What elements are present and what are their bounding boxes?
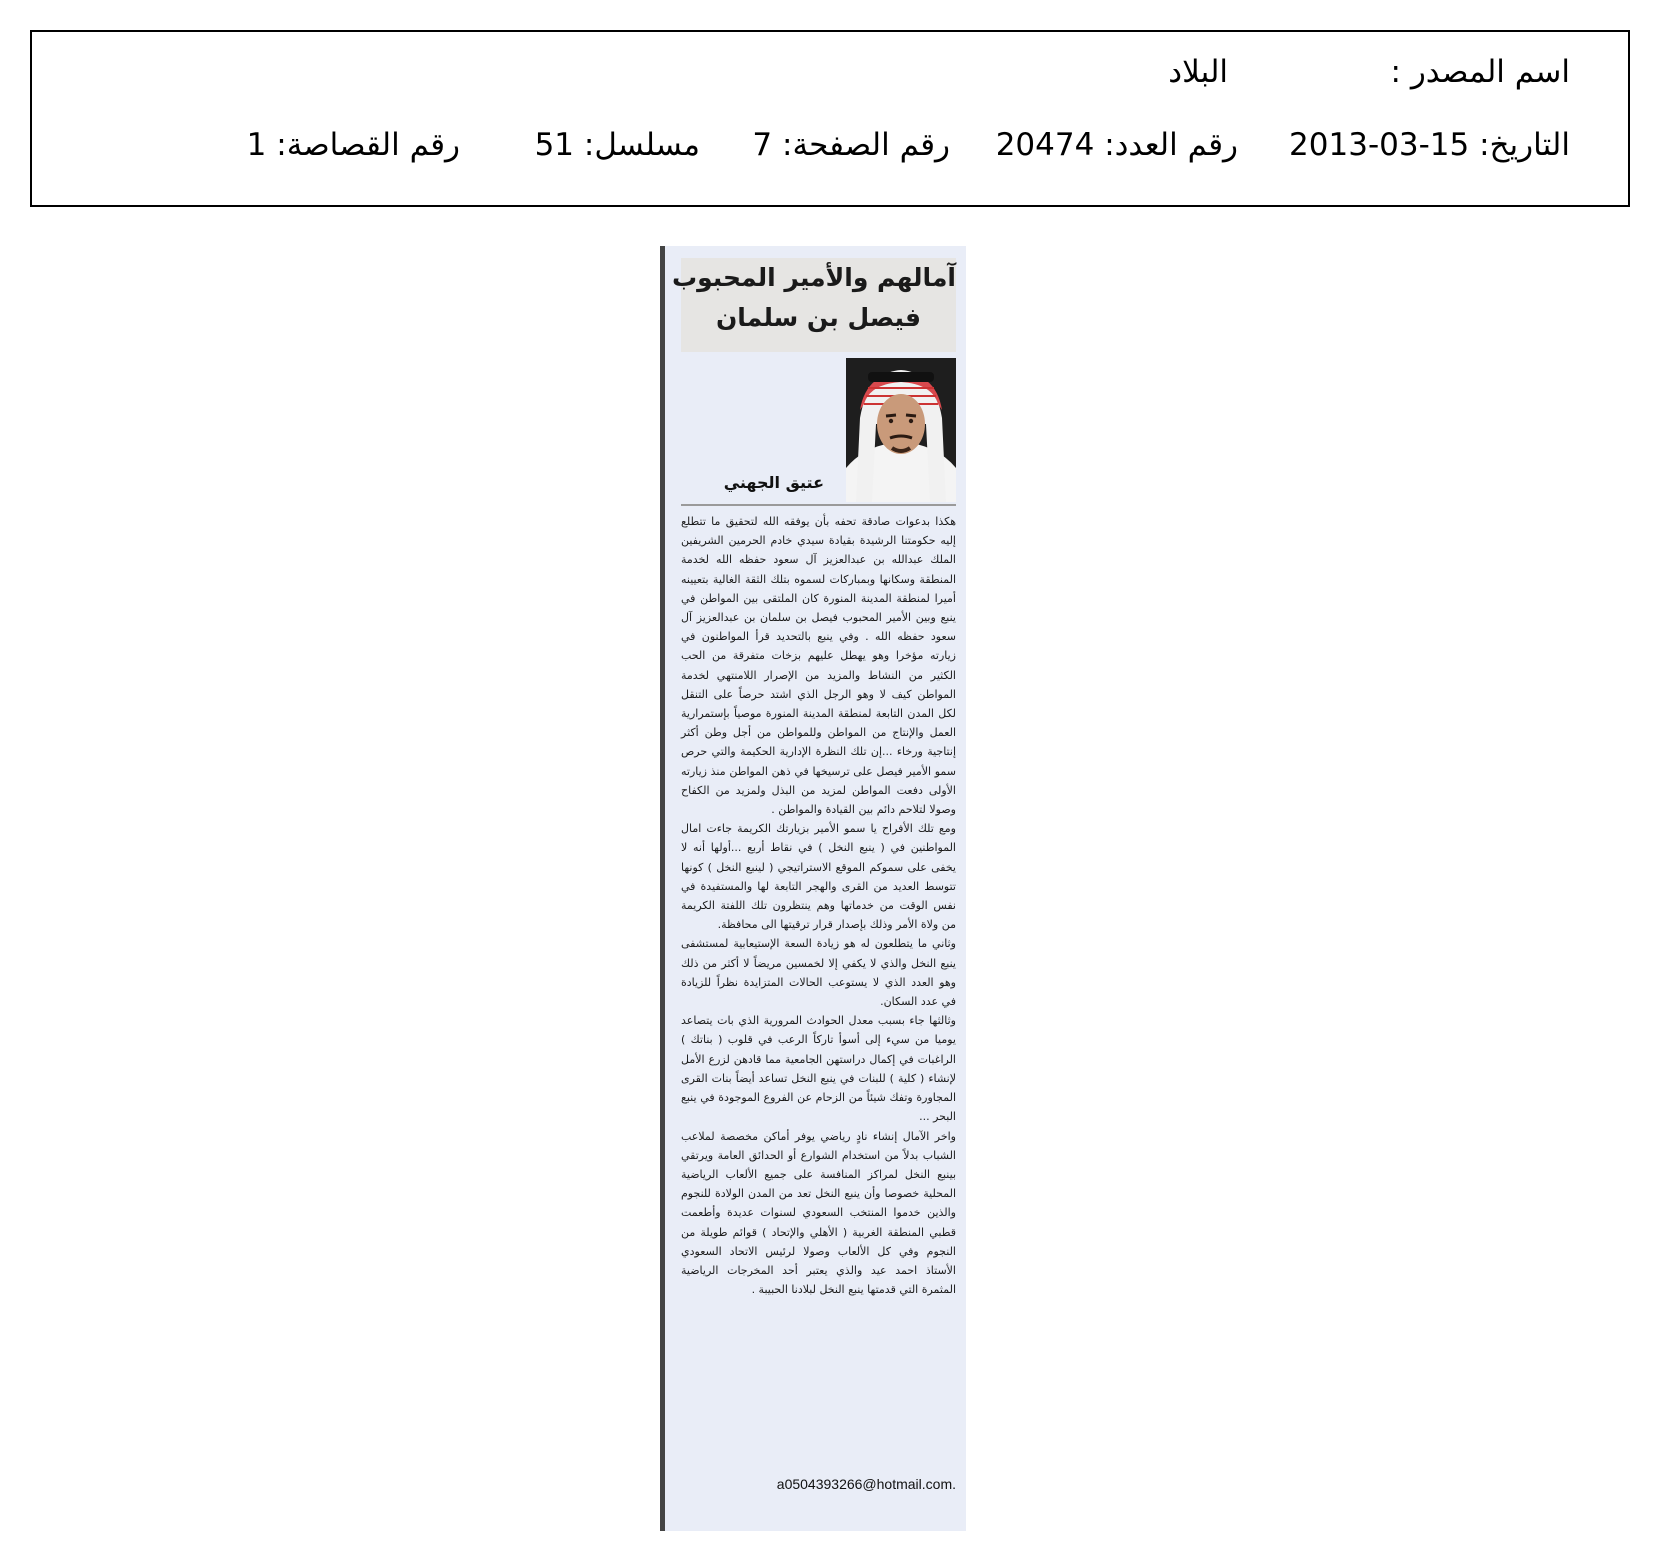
page-value: 7 <box>752 127 773 163</box>
byline-area <box>681 358 956 502</box>
article-paragraph: واخر الآمال إنشاء نادٍ رياضي يوفر أماكن مخصصة لملاعب الشباب بدلاً من استخدام الشوارع أو الحدائق العامة ويرتقي بينبع النخل لمراكز المنافسة على جميع الألعاب الرياضية المحلية خصوصا وأن ينبع النخل تعد من المدن الولادة للنجوم والذين خدموا المنتخب السعودي لسنوات عديدة وأطعمت قطبي المنطقة الغربية ( الأهلي والإتحاد ) قوائم طويلة من النجوم وفي كل الألعاب وصولا لرئيس الاتحاد السعودي الأستاذ احمد عيد والذي يعتبر أحد المخرجات الرياضية المثمرة التي قدمتها ينبع النخل لبلادنا الحبيبة . <box>681 1129 956 1297</box>
headline-line-2: فيصل بن سلمان <box>715 303 922 332</box>
serial-label: مسلسل: <box>583 127 700 163</box>
headline-line-1: آمالهم والأمير المحبوب <box>671 263 956 292</box>
serial-value: 51 <box>534 127 575 163</box>
newspaper-clipping <box>660 246 966 1531</box>
author-photo-icon <box>846 358 956 502</box>
issue-field <box>996 127 1238 163</box>
issue-value: 20474 <box>995 127 1095 163</box>
article-paragraph: وثاني ما يتطلعون له هو زيادة السعة الإستيعابية لمستشفى ينبع النخل والذي لا يكفي إلا لخمسين مريضاً لا أكثر من ذلك وهو العدد الذي لا يستوعب الحالات المتزايدة نظراً للزيادة في عدد السكان. <box>681 937 956 1009</box>
date-label: التاريخ: <box>1479 127 1570 163</box>
article-paragraph: هكذا بدعوات صادقة تحفه بأن يوفقه الله لتحقيق ما تتطلع إليه حكومتنا الرشيدة بقيادة سيدي خادم الحرمين الشريفين الملك عبدالله بن عبدالعزيز آل سعود حفظه الله لخدمة المنطقة وسكانها وبمباركات لسموه بتلك الثقة الغالية بتعيينه أميرا لمنطقة المدينة المنورة كان الملتقى بين المواطن في ينبع وبين الأمير المحبوب فيصل بن سلمان بن عبدالعزيز آل سعود حفظه الله . وفي ينبع بالتحديد قرأ المواطنون في زيارته مؤخرا وهو يهطل عليهم بزخات متفرقة من الحب الكثير من النشاط والمزيد من الإصرار اللامنتهي لخدمة المواطن كيف لا وهو الرجل الذي اشتد حرصاً على التنقل لكل المدن التابعة لمنطقة المدينة المنورة موصياً بإستمرارية العمل والإنتاج من المواطن وللمواطن من أجل وطن أكثر إنتاجية ورخاء ...إن تلك النظرة الإدارية الحكيمة والتي حرص سمو الأمير فيصل على ترسيخها في ذهن المواطن منذ زيارته الأولى دفعت المواطن لمزيد من البذل ولمزيد من الكفاح وصولا لتلاحم دائم بين القيادة والمواطن . <box>681 515 956 817</box>
author-email: a0504393266@hotmail.com. <box>776 1476 956 1492</box>
page-label: رقم الصفحة: <box>782 127 950 163</box>
author-name: عتيق الجهني <box>723 473 824 492</box>
date-value: 2013-03-15 <box>1289 127 1470 163</box>
clip-number-label: رقم القصاصة: <box>276 127 460 163</box>
byline-divider <box>681 504 956 506</box>
metadata-row-source <box>90 54 1570 94</box>
serial-field <box>535 127 700 163</box>
clip-number-value: 1 <box>246 127 267 163</box>
page-field <box>752 127 950 163</box>
article-paragraph: وثالثها جاء بسبب معدل الحوادث المرورية الذي بات يتصاعد يوميا من سيء إلى أسوأ تاركاً الرعب في قلوب ( بناتك ) الراغبات في إكمال دراستهن الجامعية مما قادهن لزرع الأمل لإنشاء ( كلية ) للبنات في ينبع النخل تساعد أيضاً بنات القرى المجاورة وتفك شيئاً من الزحام عن الفروع الموجودة في ينبع البحر ... <box>681 1014 956 1124</box>
clipping-metadata-box <box>30 30 1630 207</box>
date-field <box>1289 127 1570 163</box>
source-label: اسم المصدر : <box>1390 54 1570 90</box>
issue-label: رقم العدد: <box>1104 127 1238 163</box>
clip-number-field <box>247 127 460 163</box>
source-value: البلاد <box>1168 54 1228 90</box>
article-paragraph: ومع تلك الأفراح يا سمو الأمير بزيارتك الكريمة جاءت امال المواطنين في ( ينبع النخل ) في نقاط أربع ...أولها أنه لا يخفى على سموكم الموقع الاستراتيجي ( لينبع النخل ) كونها تتوسط العديد من القرى والهجر التابعة لها والمستفيدة في نفس الوقت من خدماتها وهم ينتظرون تلك اللفتة الكريمة من ولاة الأمر وذلك بإصدار قرار ترقيتها الى محافظة. <box>681 822 956 932</box>
metadata-row-details <box>90 127 1570 167</box>
author-portrait <box>846 358 956 502</box>
article-body <box>681 512 956 1299</box>
article-headline <box>671 258 956 352</box>
